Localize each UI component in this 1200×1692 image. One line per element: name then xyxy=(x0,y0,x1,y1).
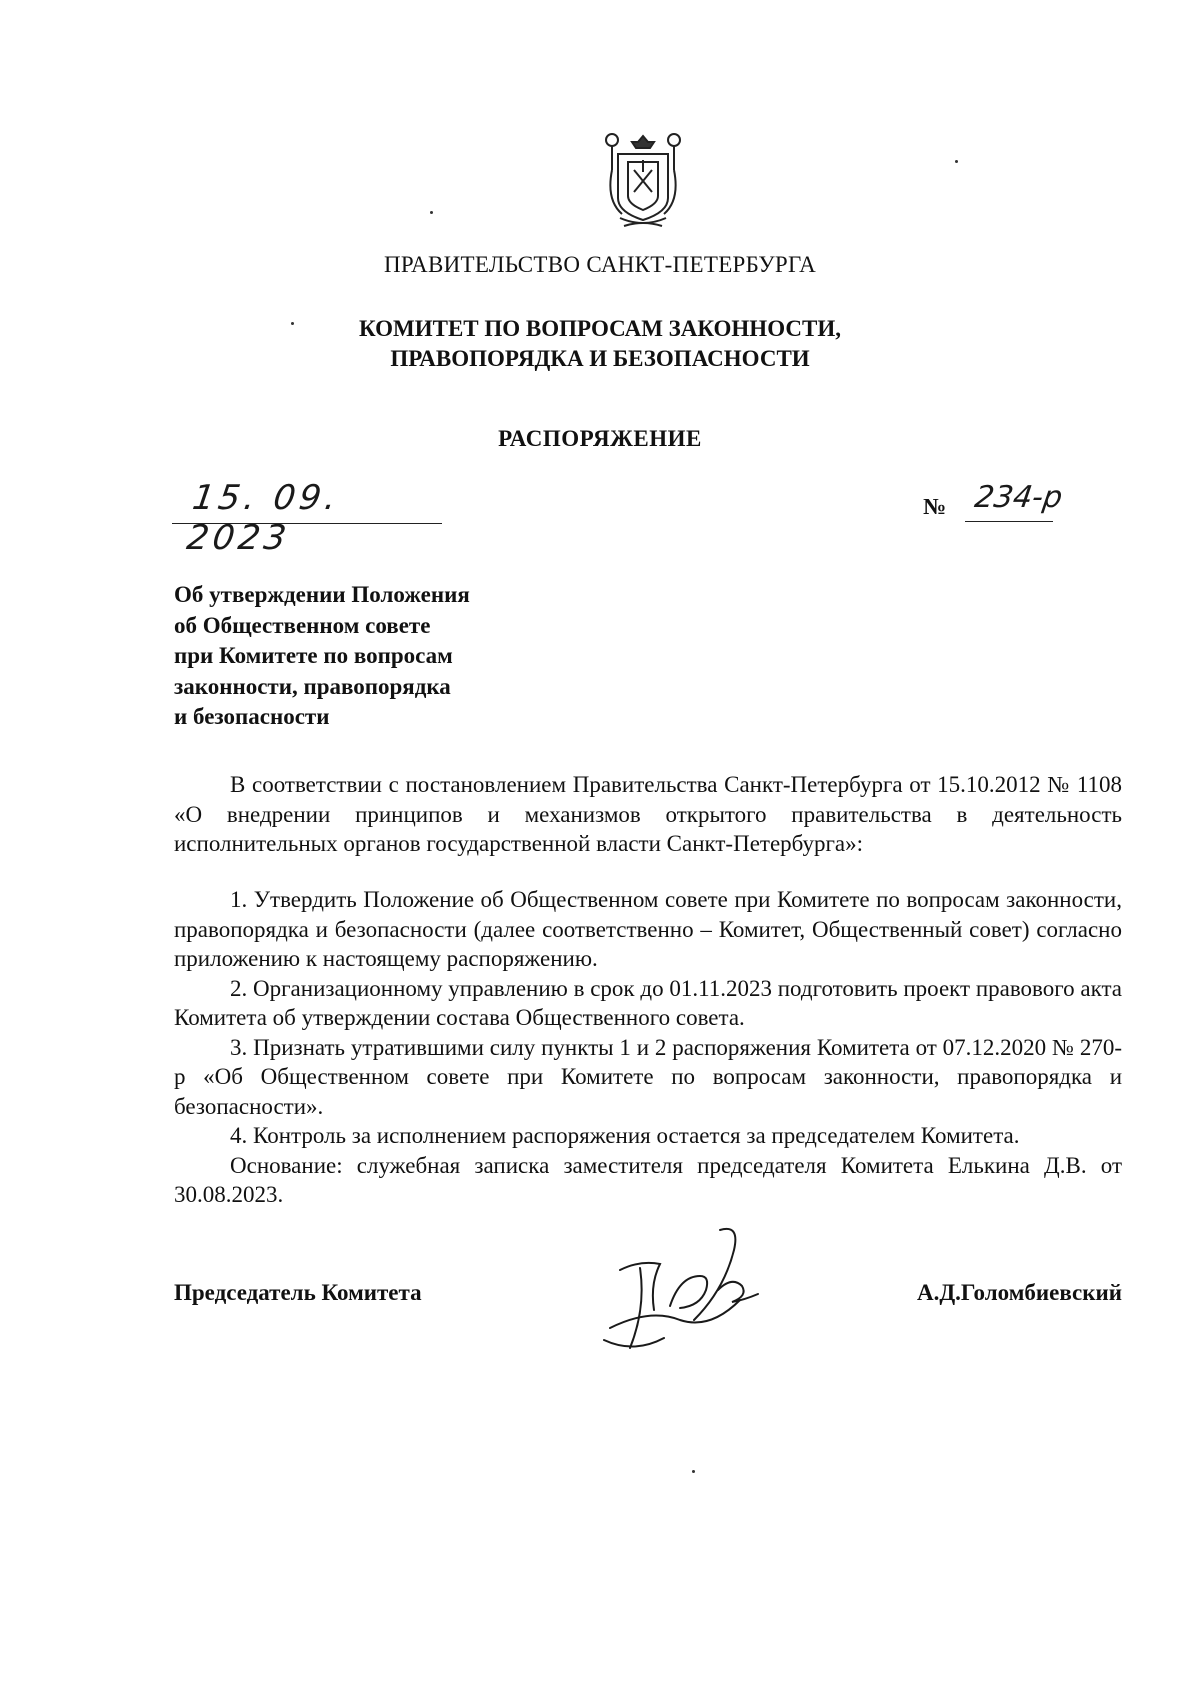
scan-speck xyxy=(291,322,294,325)
scan-speck xyxy=(955,160,958,163)
preamble-paragraph: В соответствии с постановлением Правительства Санкт-Петербурга от 15.10.2012 № 1108 «О внедрении принципов и механизмов открытого правительства в деятельность исполнительных органов государственной власти Санкт-Петербурга»: xyxy=(174,772,1122,856)
document-type: РАСПОРЯЖЕНИЕ xyxy=(498,426,702,451)
committee-title-line1: КОМИТЕТ ПО ВОПРОСАМ ЗАКОННОСТИ, xyxy=(359,316,841,341)
signature-icon xyxy=(600,1210,780,1360)
document-subject xyxy=(174,580,514,733)
scan-speck xyxy=(430,211,433,214)
subject-line: законности, правопорядка xyxy=(174,673,451,699)
subject-line: Об утверждении Положения xyxy=(174,582,470,607)
committee-title-line2: ПРАВОПОРЯДКА И БЕЗОПАСНОСТИ xyxy=(390,346,810,371)
date-underline xyxy=(172,523,442,524)
preamble-block xyxy=(174,770,1122,859)
scan-speck xyxy=(692,1470,695,1473)
number-label: № xyxy=(923,494,947,519)
basis-paragraph: Основание: служебная записка заместителя председателя Комитета Елькина Д.В. от 30.08.2023. xyxy=(174,1152,1122,1207)
subject-line: и безопасности xyxy=(174,704,330,729)
order-item-4: 4. Контроль за исполнением распоряжения остается за председателем Комитета. xyxy=(230,1123,1020,1148)
signatory-name: А.Д.Голомбиевский xyxy=(916,1280,1122,1305)
signatory-title: Председатель Комитета xyxy=(174,1280,422,1305)
order-items xyxy=(174,885,1122,1210)
subject-line: при Комитете по вопросам xyxy=(174,643,453,668)
number-handwritten: 234-р xyxy=(972,480,1065,515)
government-title: ПРАВИТЕЛЬСТВО САНКТ-ПЕТЕРБУРГА xyxy=(383,252,817,277)
subject-line: об Общественном совете xyxy=(174,612,431,638)
document-date xyxy=(172,478,442,558)
order-item-2: 2. Организационному управлению в срок до 01.11.2023 подготовить проект правового акта Комитета об утверждении состава Общественного совета. xyxy=(174,975,1122,1030)
committee-title xyxy=(0,314,1200,374)
document-number xyxy=(923,480,1073,526)
order-item-3: 3. Признать утратившими силу пункты 1 и 2 распоряжения Комитета от 07.12.2020 № 270-р «Об Общественном совете при Комитете по вопросам законности, правопорядка и безопасности». xyxy=(174,1034,1122,1119)
number-underline xyxy=(965,521,1053,522)
order-item-1: 1. Утвердить Положение об Общественном совете при Комитете по вопросам законности, правопорядка и безопасности (далее соответственно – Комитет, Общественный совет) согласно приложению к настоящему распоряжению. xyxy=(174,887,1122,971)
coat-of-arms-icon xyxy=(598,130,688,230)
date-handwritten: 15. 09. 2023 xyxy=(184,478,343,558)
